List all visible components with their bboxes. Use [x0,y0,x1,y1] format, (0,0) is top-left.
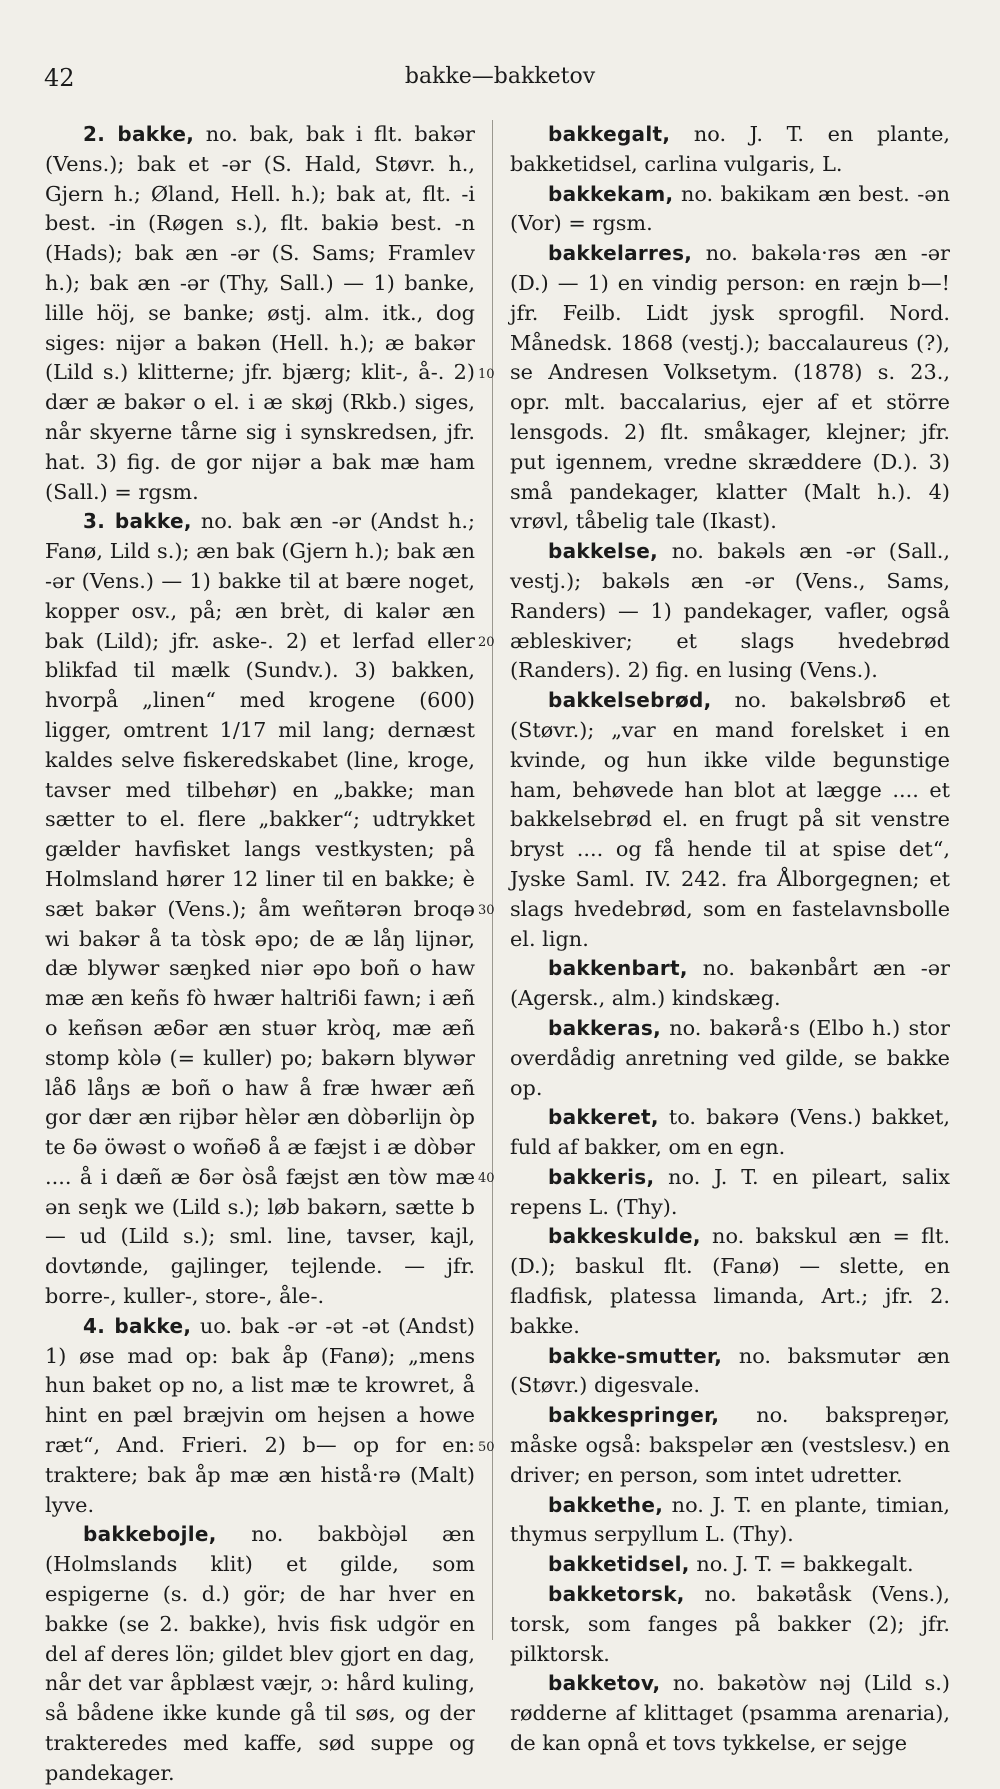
dictionary-entry [45,1520,475,1788]
entry-text: no. J. T. en plante, timian, thymus serpyllum L. (Thy). [510,1492,950,1547]
entry-text: no. bakərå·s (Elbo h.) stor overdådig anretning ved gilde, se bakke op. [510,1015,950,1100]
line-number: 30 [478,903,495,918]
entry-text: no. bak æn -ər (Andst h.; Fanø, Lild s.); æn bak (Gjern h.); bak æn -ər (Vens.) — 1) bakke til at bære noget, kopper osv., på; æn brèt, di kalər æn bak (Lild); jfr. aske-. 2) et lerfad eller blikfad til mælk (Sundv.). 3) bakken, hvorpå „linen“ med krogene (600) ligger, omtrent 1/17 mil lang; dernæst kaldes selve fiskeredskabet (line, kroge, tavser med tilbehør) en „bakke; man sætter to el. flere „bakker“; udtrykket gælder havfisket langs vestkysten; på Holmsland hører 12 liner til en bakke; è sæt bakər (Vens.); åm weñtərən broqə wi bakər å ta tòsk əpo; de æ låŋ lijnər, dæ blywər sæŋked niər əpo boñ o haw mæ æn keñs fò hwær haltriδi fawn; i æñ o keñsən æδər æn stuər kròq, mæ æñ stomp kòlə (= kuller) po; bakərn blywər låδ låŋs æ boñ o haw å fræ hwær æñ gor dær æn rijbər hèlər æn dòbərlijn òp te δə öwəst o woñəδ å æ fæjst i æ dòbər .... å i dæñ æ δər òså fæjst æn tòw mæ ən seŋk we (Lild s.); løb bakərn, sætte b— ud (Lild s.); sml. line, tavser, kajl, dovtønde, gajlinger, tejlende. — jfr. borre-, kuller-, store-, åle-. [45,509,475,1309]
page-number: 42 [44,64,75,92]
entry-text: no. J. T. en plante, bakketidsel, carlina vulgaris, L. [510,122,950,176]
headword: 3. bakke, [83,509,192,534]
headword: bakkegalt, [548,122,671,146]
dictionary-entry [45,507,475,1312]
dictionary-entry [510,239,950,537]
headword: bakkelse, [548,539,659,564]
entry-text: no. bakəls æn -ər (Sall., vestj.); bakəls æn -ər (Vens., Sams, Randers) — 1) pandekager, vafler, også æbleskiver; et slags hvedebrød (Randers). 2) fig. en lusing (Vens.). [510,539,950,683]
headword: bakketidsel, [548,1552,690,1577]
headword: bakkeris, [548,1164,655,1189]
entry-text: no. bakskul æn = flt. (D.); baskul flt. (Fanø) — slette, en fladfisk, platessa limanda, Art.; jfr. 2. bakke. [510,1224,950,1338]
headword: bakkeskulde, [548,1224,701,1249]
headword: 2. bakke, [83,122,195,146]
headword: bakkenbart, [548,956,688,981]
headword: bakkelarres, [548,241,693,266]
dictionary-entry [510,1580,950,1669]
page-header [0,58,1000,98]
dictionary-entry [510,180,950,240]
dictionary-entry [45,1312,475,1521]
entry-text: to. bakərə (Vens.) bakket, fuld af bakker, om en egn. [510,1105,950,1160]
column-divider [492,120,493,1640]
entry-text: no. J. T. = bakkegalt. [689,1552,914,1577]
line-number: 20 [478,635,495,650]
headword: bakkeret, [548,1105,659,1130]
dictionary-entry [510,1401,950,1490]
right-column [510,120,950,1759]
entry-text: no. bakətåsk (Vens.), torsk, som fanges på bakker (2); jfr. pilktorsk. [510,1582,950,1666]
headword: bakkeras, [548,1015,662,1040]
headword: bakke-smutter, [548,1343,723,1368]
headword: bakketorsk, [548,1582,685,1607]
line-number: 50 [478,1440,495,1455]
headword: bakkebojle, [83,1522,217,1547]
dictionary-entry [510,1491,950,1551]
running-head: bakke—bakketov [404,64,596,89]
dictionary-entry [510,1550,950,1580]
dictionary-entry [510,1222,950,1341]
dictionary-entry [45,120,475,507]
headword: bakkelsebrød, [548,688,712,713]
dictionary-entry [510,120,950,180]
entry-text: no. bakspreŋər, måske også: bakspelər æn (vestslesv.) en driver; en person, som intet udretter. [510,1403,950,1487]
dictionary-entry [510,537,950,686]
headword: 4. bakke, [83,1313,192,1338]
headword: bakkethe, [548,1492,664,1517]
entry-text: no. baksmutər æn (Støvr.) digesvale. [510,1343,950,1398]
entry-text: no. bak, bak i flt. bakər (Vens.); bak et -ər (S. Hald, Støvr. h., Gjern h.; Øland, Hell. h.); bak at, flt. -i best. -in (Røgen s.), flt. bakiə best. -n (Hads); bak æn -ər (S. Sams; Framlev h.); bak æn -ər (Thy, Sall.) — 1) banke, lille höj, se banke; østj. alm. itk., dog siges: nijər a bakən (Hell. h.); æ bakər (Lild s.) klitterne; jfr. bjærg; klit-, å-. 2) dær æ bakər o el. i æ skøj (Rkb.) siges, når skyerne tårne sig i synskredsen, jfr. hat. 3) fig. de gor nijər a bak mæ ham (Sall.) = rgsm. [45,122,475,504]
entry-text: no. bakbòjəl æn (Holmslands klit) et gilde, som espigerne (s. d.) gör; de har hver en bakke (se 2. bakke), hvis fisk udgör en del af deres lön; gildet blev gjort en dag, når det var åpblæst væjr, ɔ: hård kuling, så bådene ikke kunde gå til søs, og der trakteredes med kaffe, sød suppe og pandekager. [45,1522,475,1785]
headword: bakketov, [548,1671,661,1696]
entry-text: no. bakətòw nəj (Lild s.) rødderne af klittaget (psamma arenaria), de kan opnå et tovs tykkelse, er sejge [510,1671,950,1756]
dictionary-entry [510,1014,950,1103]
dictionary-entry [510,686,950,954]
left-column [45,120,475,1789]
headword: bakkekam, [548,181,674,206]
line-number: 40 [478,1171,495,1186]
entry-text: uo. bak -ər -ət -ət (Andst) 1) øse mad op: bak åp (Fanø); „mens hun baket op no, a list mæ te krowret, å hint en pæl bræjvin om hejsen a howe ræt“, And. Frieri. 2) b— op for en: traktere; bak åp mæ æn histå·rə (Malt) lyve. [45,1313,475,1517]
dictionary-entry [510,1163,950,1223]
headword: bakkespringer, [548,1403,720,1428]
entry-text: no. J. T. en pileart, salix repens L. (Thy). [510,1164,950,1219]
dictionary-entry [510,1669,950,1758]
dictionary-entry [510,1103,950,1163]
entry-text: no. bakəlsbrøδ et (Støvr.); „var en mand forelsket i en kvinde, og hun ikke vilde begunstige ham, behøvede han blot at lægge .... et bakkelsebrød el. en frugt på sit venstre bryst .... og få hende til at spise det“, Jyske Saml. IV. 242. fra Ålborgegnen; et slags hvedebrød, som en fastelavnsbolle el. lign. [510,688,950,951]
dictionary-entry [510,954,950,1014]
entry-text: no. bakəla·rəs æn -ər (D.) — 1) en vindig person: en ræjn b—! jfr. Feilb. Lidt jysk sprogfil. Nord. Månedsk. 1868 (vestj.); baccalaureus (?), se Andresen Volksetym. (1878) s. 23., opr. mlt. baccalarius, ejer af et större lensgods. 2) flt. småkager, klejner; jfr. put igennem, vredne skræddere (D.). 3) små pandekager, klatter (Malt h.). 4) vrøvl, tåbelig tale (Ikast). [510,241,950,534]
entry-text: no. bakikam æn best. -ən (Vor) = rgsm. [510,181,950,236]
line-number: 10 [478,367,495,382]
dictionary-entry [510,1342,950,1402]
entry-text: no. bakənbårt æn -ər (Agersk., alm.) kindskæg. [510,956,950,1011]
